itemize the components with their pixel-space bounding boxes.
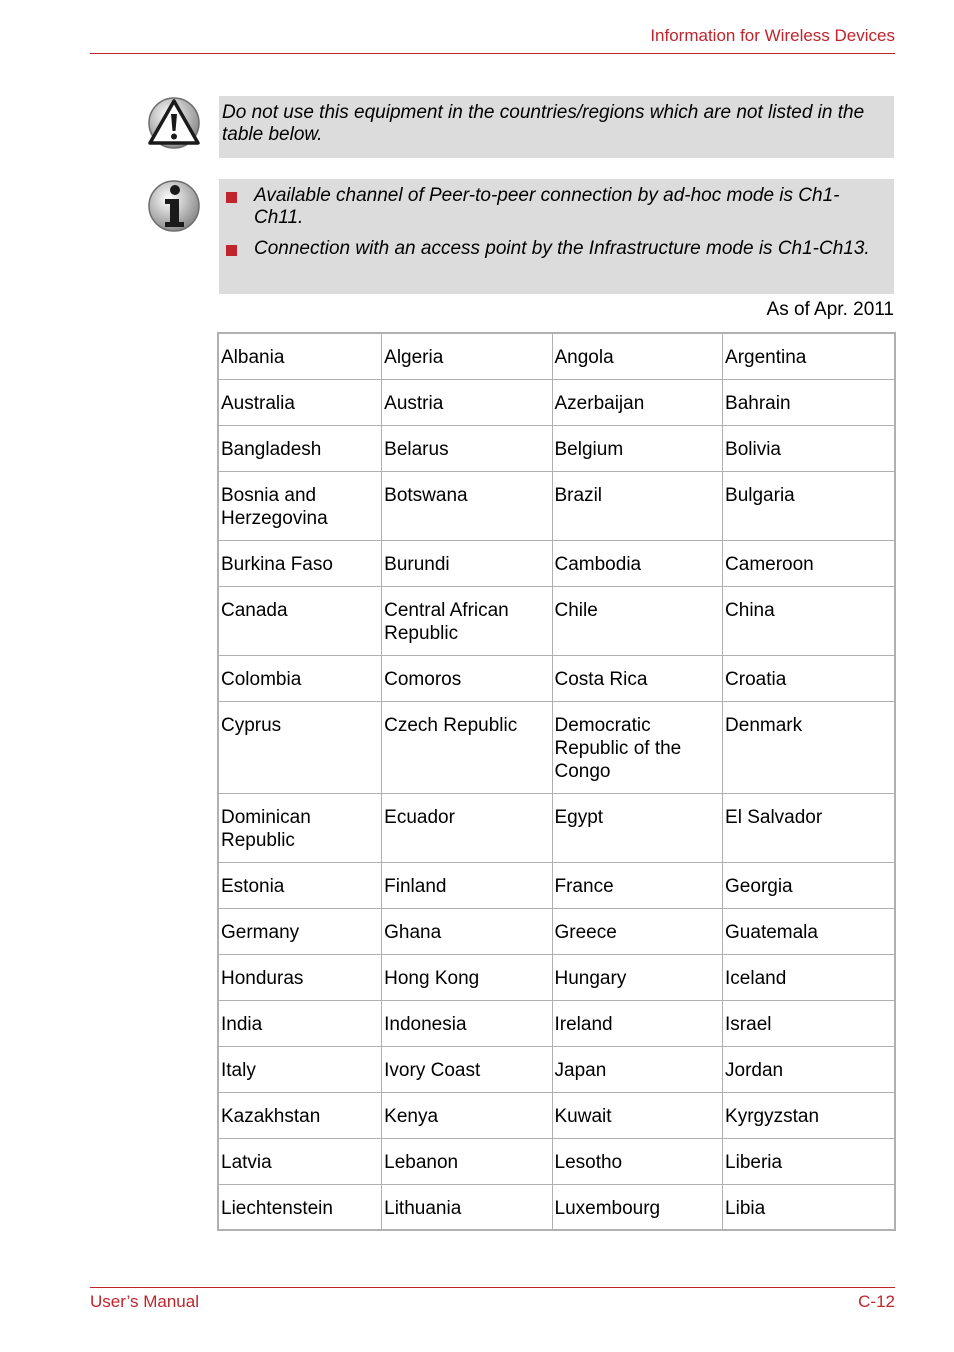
country-cell: Bangladesh — [218, 425, 382, 471]
info-bullet-text: Connection with an access point by the Infrastructure mode is Ch1-Ch13. — [254, 238, 870, 259]
country-cell: Central African Republic — [382, 586, 552, 655]
country-cell: Chile — [552, 586, 723, 655]
country-cell: Bolivia — [723, 425, 895, 471]
page-header-title: Information for Wireless Devices — [650, 26, 895, 45]
table-row — [218, 540, 895, 586]
country-cell: Liberia — [723, 1138, 895, 1184]
country-cell: Cyprus — [218, 701, 382, 793]
country-cell: Kuwait — [552, 1092, 723, 1138]
country-cell: Finland — [382, 862, 552, 908]
country-cell: Lebanon — [382, 1138, 552, 1184]
as-of-date: As of Apr. 2011 — [766, 299, 894, 320]
country-cell: Albania — [218, 333, 382, 379]
table-row — [218, 908, 895, 954]
country-cell: Democratic Republic of the Congo — [552, 701, 723, 793]
country-cell: Iceland — [723, 954, 895, 1000]
footer-rule — [90, 1287, 895, 1288]
country-cell: Japan — [552, 1046, 723, 1092]
country-cell: Germany — [218, 908, 382, 954]
info-note — [219, 179, 894, 294]
country-cell: Belgium — [552, 425, 723, 471]
country-cell: India — [218, 1000, 382, 1046]
country-cell: Burkina Faso — [218, 540, 382, 586]
table-row — [218, 333, 895, 379]
country-cell: Indonesia — [382, 1000, 552, 1046]
country-cell: Georgia — [723, 862, 895, 908]
country-cell: Czech Republic — [382, 701, 552, 793]
country-cell: Estonia — [218, 862, 382, 908]
bullet-square-icon — [226, 192, 237, 203]
table-row — [218, 1138, 895, 1184]
table-row — [218, 1092, 895, 1138]
country-cell: Kenya — [382, 1092, 552, 1138]
header-rule — [90, 53, 895, 54]
footer-manual-title: User’s Manual — [90, 1292, 199, 1311]
country-cell: Burundi — [382, 540, 552, 586]
country-cell: Denmark — [723, 701, 895, 793]
country-cell: Ecuador — [382, 793, 552, 862]
country-cell: Hungary — [552, 954, 723, 1000]
country-cell: Belarus — [382, 425, 552, 471]
country-cell: Azerbaijan — [552, 379, 723, 425]
country-cell: France — [552, 862, 723, 908]
country-cell: Latvia — [218, 1138, 382, 1184]
country-cell: Argentina — [723, 333, 895, 379]
country-cell: Lithuania — [382, 1184, 552, 1230]
table-row — [218, 1000, 895, 1046]
country-cell: Ireland — [552, 1000, 723, 1046]
country-cell: Australia — [218, 379, 382, 425]
table-row — [218, 471, 895, 540]
table-row — [218, 1184, 895, 1230]
country-cell: Israel — [723, 1000, 895, 1046]
warning-note — [219, 96, 894, 158]
table-row — [218, 1046, 895, 1092]
country-cell: Brazil — [552, 471, 723, 540]
country-cell: Ghana — [382, 908, 552, 954]
country-cell: Ivory Coast — [382, 1046, 552, 1092]
country-cell: Greece — [552, 908, 723, 954]
country-cell: Kazakhstan — [218, 1092, 382, 1138]
country-cell: Bulgaria — [723, 471, 895, 540]
country-cell: Lesotho — [552, 1138, 723, 1184]
table-row — [218, 701, 895, 793]
info-icon — [147, 179, 201, 233]
country-cell: China — [723, 586, 895, 655]
country-cell: Libia — [723, 1184, 895, 1230]
country-cell: Cameroon — [723, 540, 895, 586]
countries-table — [217, 332, 896, 1231]
country-cell: Costa Rica — [552, 655, 723, 701]
table-row — [218, 655, 895, 701]
country-cell: Comoros — [382, 655, 552, 701]
warning-note-text: Do not use this equipment in the countries/regions which are not listed in the table below. — [222, 102, 865, 145]
country-cell: Italy — [218, 1046, 382, 1092]
country-cell: Canada — [218, 586, 382, 655]
bullet-square-icon — [226, 245, 237, 256]
country-cell: Bahrain — [723, 379, 895, 425]
country-cell: El Salvador — [723, 793, 895, 862]
country-cell: Dominican Republic — [218, 793, 382, 862]
country-cell: Botswana — [382, 471, 552, 540]
country-cell: Hong Kong — [382, 954, 552, 1000]
country-cell: Austria — [382, 379, 552, 425]
country-cell: Cambodia — [552, 540, 723, 586]
table-row — [218, 425, 895, 471]
country-cell: Croatia — [723, 655, 895, 701]
country-cell: Honduras — [218, 954, 382, 1000]
warning-triangle-icon — [147, 96, 201, 150]
table-row — [218, 793, 895, 862]
country-cell: Bosnia and Herzegovina — [218, 471, 382, 540]
table-row — [218, 379, 895, 425]
info-bullet-text: Available channel of Peer-to-peer connection by ad-hoc mode is Ch1-Ch11. — [254, 185, 840, 228]
country-cell: Kyrgyzstan — [723, 1092, 895, 1138]
footer-page-number: C-12 — [858, 1292, 895, 1311]
country-cell: Algeria — [382, 333, 552, 379]
country-cell: Guatemala — [723, 908, 895, 954]
info-bullet — [222, 238, 884, 260]
country-cell: Luxembourg — [552, 1184, 723, 1230]
table-row — [218, 862, 895, 908]
country-cell: Jordan — [723, 1046, 895, 1092]
table-row — [218, 586, 895, 655]
country-cell: Liechtenstein — [218, 1184, 382, 1230]
country-cell: Angola — [552, 333, 723, 379]
table-row — [218, 954, 895, 1000]
country-cell: Colombia — [218, 655, 382, 701]
country-cell: Egypt — [552, 793, 723, 862]
info-bullet — [222, 185, 884, 229]
